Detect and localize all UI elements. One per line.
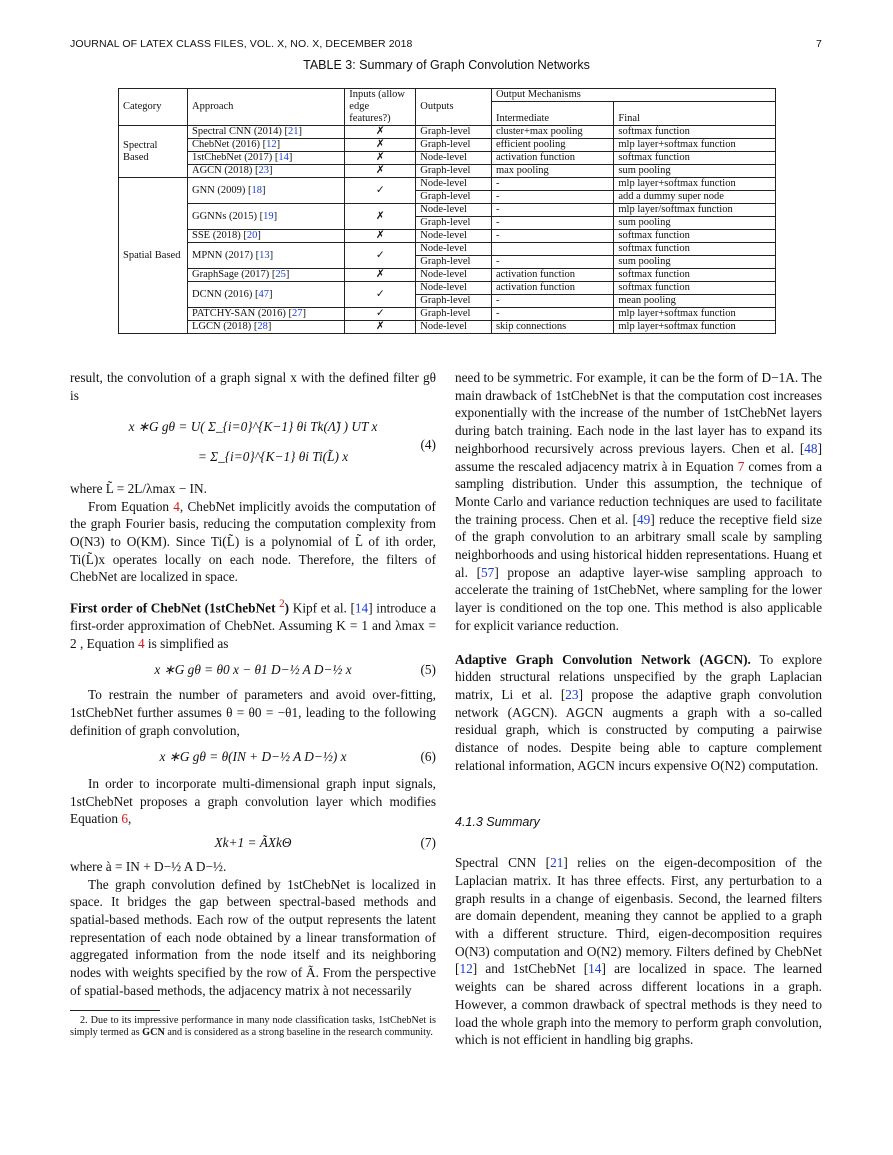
table-row: [119, 282, 776, 295]
table-row: [119, 204, 776, 217]
equation-line: x ∗G gθ = U( Σ_{i=0}^{K−1} θi Tk(Λ̃) ) UT x: [128, 419, 378, 435]
final-cell: softmax function: [614, 282, 776, 295]
outputs-cell: Graph-level: [416, 139, 492, 152]
final-cell: softmax function: [614, 152, 776, 165]
header-final: Final: [614, 102, 776, 126]
inputs-cell: ✗: [345, 230, 416, 243]
final-cell: softmax function: [614, 126, 776, 139]
intermediate-cell: [491, 243, 613, 256]
approach-cell: GGNNs (2015) [19]: [188, 204, 345, 230]
journal-name: JOURNAL OF LATEX CLASS FILES, VOL. X, NO. X, DECEMBER 2018: [70, 38, 413, 50]
intermediate-cell: -: [491, 230, 613, 243]
table-row: [119, 152, 776, 165]
table-row: [119, 243, 776, 256]
approach-cell: LGCN (2018) [28]: [188, 321, 345, 334]
category-cell: Spatial Based: [119, 178, 188, 334]
citation-link[interactable]: 28: [257, 321, 268, 332]
intermediate-cell: cluster+max pooling: [491, 126, 613, 139]
equation-5: x ∗G gθ = θ0 x − θ1 D−½ A D−½ x (5): [154, 661, 436, 677]
citation-link[interactable]: 48: [804, 440, 818, 456]
citation-link[interactable]: 47: [258, 288, 269, 300]
inputs-cell: ✓: [345, 178, 416, 204]
outputs-cell: Graph-level: [416, 217, 492, 230]
header-approach: Approach: [188, 89, 345, 126]
intermediate-cell: efficient pooling: [491, 139, 613, 152]
citation-link[interactable]: 12: [266, 139, 277, 150]
intermediate-cell: -: [491, 295, 613, 308]
summary-table: [118, 88, 776, 334]
outputs-cell: Node-level: [416, 269, 492, 282]
equation-line: = Σ_{i=0}^{K−1} θi Ti(L̃) x: [197, 449, 349, 465]
right-column: [455, 369, 822, 1049]
table-caption: TABLE 3: Summary of Graph Convolution Networks: [303, 58, 590, 72]
equation-7: Xk+1 = ÃXkΘ (7): [214, 835, 436, 851]
citation-link[interactable]: 23: [258, 165, 269, 176]
citation-link[interactable]: 21: [550, 855, 564, 871]
equation-link[interactable]: 4: [137, 635, 145, 651]
paragraph: The graph convolution defined by 1stChebNet is localized in space. It bridges the gap between spectral-based methods and spatial-based methods. Each row of the output represents the latent representation of each node obtained by a linear transformation of aggregated information from the node itself and its neighboring nodes with weights specified by the row of Ã. From the perspective of spatial-based methods, the adjacency matrix à not necessarily: [70, 876, 436, 998]
outputs-cell: Node-level: [416, 178, 492, 191]
equation-number: (6): [420, 749, 436, 765]
final-cell: sum pooling: [614, 256, 776, 269]
table-row: [119, 321, 776, 334]
category-cell: Spectral Based: [119, 126, 188, 178]
citation-link[interactable]: 18: [251, 184, 262, 196]
table-row: [119, 230, 776, 243]
table-row: [119, 178, 776, 191]
table-row: [119, 308, 776, 321]
approach-cell: AGCN (2018) [23]: [188, 165, 345, 178]
section-heading: 4.1.3 Summary: [455, 815, 540, 830]
citation-link[interactable]: 14: [278, 152, 289, 163]
intermediate-cell: -: [491, 204, 613, 217]
table-row: [119, 139, 776, 152]
paragraph: where à = IN + D−½ A D−½.: [70, 858, 227, 874]
citation-link[interactable]: 14: [588, 961, 602, 977]
final-cell: mlp layer+softmax function: [614, 308, 776, 321]
table-row: [119, 126, 776, 139]
final-cell: mlp layer+softmax function: [614, 321, 776, 334]
outputs-cell: Graph-level: [416, 191, 492, 204]
outputs-cell: Node-level: [416, 204, 492, 217]
intermediate-cell: skip connections: [491, 321, 613, 334]
citation-link[interactable]: 49: [637, 511, 651, 527]
paragraph: To restrain the number of parameters and avoid over-fitting, 1stChebNet further assumes θ = θ0 = −θ1, leading to the following definition of graph convolution,: [70, 687, 436, 738]
equation-number: (7): [420, 835, 436, 851]
citation-link[interactable]: 12: [459, 961, 473, 977]
intermediate-cell: -: [491, 217, 613, 230]
final-cell: add a dummy super node: [614, 191, 776, 204]
citation-link[interactable]: 21: [287, 126, 299, 137]
page-number: 7: [816, 38, 822, 50]
outputs-cell: Node-level: [416, 282, 492, 295]
inputs-cell: ✓: [345, 282, 416, 308]
final-cell: softmax function: [614, 243, 776, 256]
inputs-cell: ✗: [345, 321, 416, 334]
inputs-cell: ✗: [345, 152, 416, 165]
approach-cell: ChebNet (2016) [12]: [188, 139, 345, 152]
final-cell: mean pooling: [614, 295, 776, 308]
citation-link[interactable]: 19: [263, 210, 274, 222]
header-inputs: Inputs (allow edge features?): [345, 89, 416, 126]
approach-cell: 1stChebNet (2017) [14]: [188, 152, 345, 165]
citation-link[interactable]: 20: [246, 230, 258, 241]
inputs-cell: ✗: [345, 165, 416, 178]
footnote-link[interactable]: 2: [279, 598, 285, 611]
outputs-cell: Graph-level: [416, 256, 492, 269]
outputs-cell: Graph-level: [416, 308, 492, 321]
intermediate-cell: -: [491, 308, 613, 321]
paragraph: Adaptive Graph Convolution Network (AGCN). To explore hidden structural relations unspecified by the graph Laplacian matrix, Li et al. [23] propose the adaptive graph convolution network (AGCN). AGCN augments a graph with a so-called residual graph, which is constructed by computing a pairwise distance of nodes. Despite being able to capture complement relational information, AGCN incurs expensive O(N2) computation.: [455, 651, 823, 773]
left-column: [70, 369, 436, 1040]
citation-link[interactable]: 13: [259, 249, 270, 261]
header-outputs: Outputs: [416, 89, 492, 126]
intermediate-cell: max pooling: [491, 165, 613, 178]
equation-6: x ∗G gθ = θ(IN + D−½ A D−½) x (6): [159, 749, 436, 765]
outputs-cell: Node-level: [416, 230, 492, 243]
approach-cell: SSE (2018) [20]: [188, 230, 345, 243]
approach-cell: GNN (2009) [18]: [188, 178, 345, 204]
equation-link[interactable]: 4: [173, 498, 180, 514]
table-row: [119, 269, 776, 282]
final-cell: softmax function: [614, 269, 776, 282]
intermediate-cell: activation function: [491, 152, 613, 165]
inputs-cell: ✗: [345, 204, 416, 230]
equation-number: (5): [420, 661, 436, 677]
inputs-cell: ✓: [345, 308, 416, 321]
intermediate-cell: -: [491, 178, 613, 191]
outputs-cell: Node-level: [416, 243, 492, 256]
final-cell: sum pooling: [614, 217, 776, 230]
inputs-cell: ✗: [345, 269, 416, 282]
paragraph: In order to incorporate multi-dimensional graph input signals, 1stChebNet proposes a graph convolution layer which modifies Equation 6,: [70, 776, 436, 827]
equation-link[interactable]: 6: [121, 811, 128, 827]
approach-cell: PATCHY-SAN (2016) [27]: [188, 308, 345, 321]
table-row: [119, 165, 776, 178]
final-cell: mlp layer+softmax function: [614, 178, 776, 191]
citation-link[interactable]: 23: [565, 686, 579, 702]
intermediate-cell: -: [491, 256, 613, 269]
table-body: [119, 126, 776, 334]
outputs-cell: Graph-level: [416, 295, 492, 308]
outputs-cell: Graph-level: [416, 126, 492, 139]
citation-link[interactable]: 14: [354, 600, 369, 616]
footnote: 2. Due to its impressive performance in many node classification tasks, 1stChebNet is simply termed as GCN and is considered as a strong baseline in the research community.: [70, 1014, 436, 1039]
paragraph: where L̃ = 2L/λmax − IN.: [70, 480, 207, 496]
citation-link[interactable]: 57: [481, 564, 495, 580]
equation-link[interactable]: 7: [737, 458, 745, 474]
paragraph: From Equation 4, ChebNet implicitly avoids the computation of the graph Fourier basis, reducing the computation complexity from O(N3) to O(KM). Since Ti(L̃) is a polynomial of L̃ of ith order, Ti(L̃)x operates locally on each node. Therefore, the filters of ChebNet are localized in space.: [70, 498, 436, 585]
header-category: Category: [119, 89, 188, 126]
approach-cell: Spectral CNN (2014) [21]: [188, 126, 345, 139]
final-cell: softmax function: [614, 230, 776, 243]
outputs-cell: Node-level: [416, 321, 492, 334]
intermediate-cell: -: [491, 191, 613, 204]
paragraph: Spectral CNN [21] relies on the eigen-decomposition of the Laplacian matrix. It has three effects. First, any perturbation to a graph results in a change of eigenbasis. Second, the learned filters are domain dependent, meaning they cannot be applied to a graph with a different structure. Third, eigen-decomposition requires O(N3) computation and O(N2) memory. Filters defined by ChebNet [12] and 1stChebNet [14] are localized in space. The learned weights can be shared across different locations in a graph. However, a common drawback of spectral methods is they need to load the whole graph into the memory to perform graph convolution, which is not efficient in handling big graphs.: [455, 855, 822, 1048]
final-cell: mlp layer/softmax function: [614, 204, 776, 217]
paragraph: First order of ChebNet (1stChebNet $^2$) Kipf et al. [14] introduce a first-order approximation of ChebNet. Assuming K = 1 and λmax = 2 , Equation 4 is simplified as: [70, 598, 436, 651]
final-cell: mlp layer+softmax function: [614, 139, 776, 152]
outputs-cell: Node-level: [416, 152, 492, 165]
outputs-cell: Graph-level: [416, 165, 492, 178]
header-mechanisms: Output Mechanisms: [491, 89, 775, 102]
paragraph: result, the convolution of a graph signal x with the defined filter gθ is: [70, 370, 436, 403]
approach-cell: DCNN (2016) [47]: [188, 282, 345, 308]
approach-cell: MPNN (2017) [13]: [188, 243, 345, 269]
equation-number: (4): [420, 437, 436, 453]
equation-4: [70, 418, 436, 465]
inputs-cell: ✗: [345, 139, 416, 152]
footnote-rule: [70, 1010, 160, 1011]
paragraph: need to be symmetric. For example, it can be the form of D−1A. The main drawback of 1stChebNet is that the computation cost increases exponentially with the increase of the number of 1stChebNet layers during batch training. Each node in the last layer has to expand its neighborhood recursively across previous layers. Chen et al. [48] assume the rescaled adjacency matrix à in Equation 7 comes from a sampling distribution. Under this assumption, the technique of Monte Carlo and variance reduction techniques are used to facilitate the training process. Chen et al. [49] reduce the receptive field size of the graph convolution to an arbitrary small scale by sampling neighborhoods and using historical hidden representations. Huang et al. [57] propose an adaptive layer-wise sampling approach to accelerate the training of 1stChebNet, where sampling for the lower layer is conditioned on the top one. This method is also applicable for explicit variance reduction.: [455, 370, 823, 633]
citation-link[interactable]: 27: [291, 308, 303, 319]
inputs-cell: ✗: [345, 126, 416, 139]
header-intermediate: Intermediate: [491, 102, 613, 126]
citation-link[interactable]: 25: [275, 269, 286, 280]
intermediate-cell: activation function: [491, 282, 613, 295]
running-header: [70, 38, 822, 50]
approach-cell: GraphSage (2017) [25]: [188, 269, 345, 282]
final-cell: sum pooling: [614, 165, 776, 178]
intermediate-cell: activation function: [491, 269, 613, 282]
inputs-cell: ✓: [345, 243, 416, 269]
